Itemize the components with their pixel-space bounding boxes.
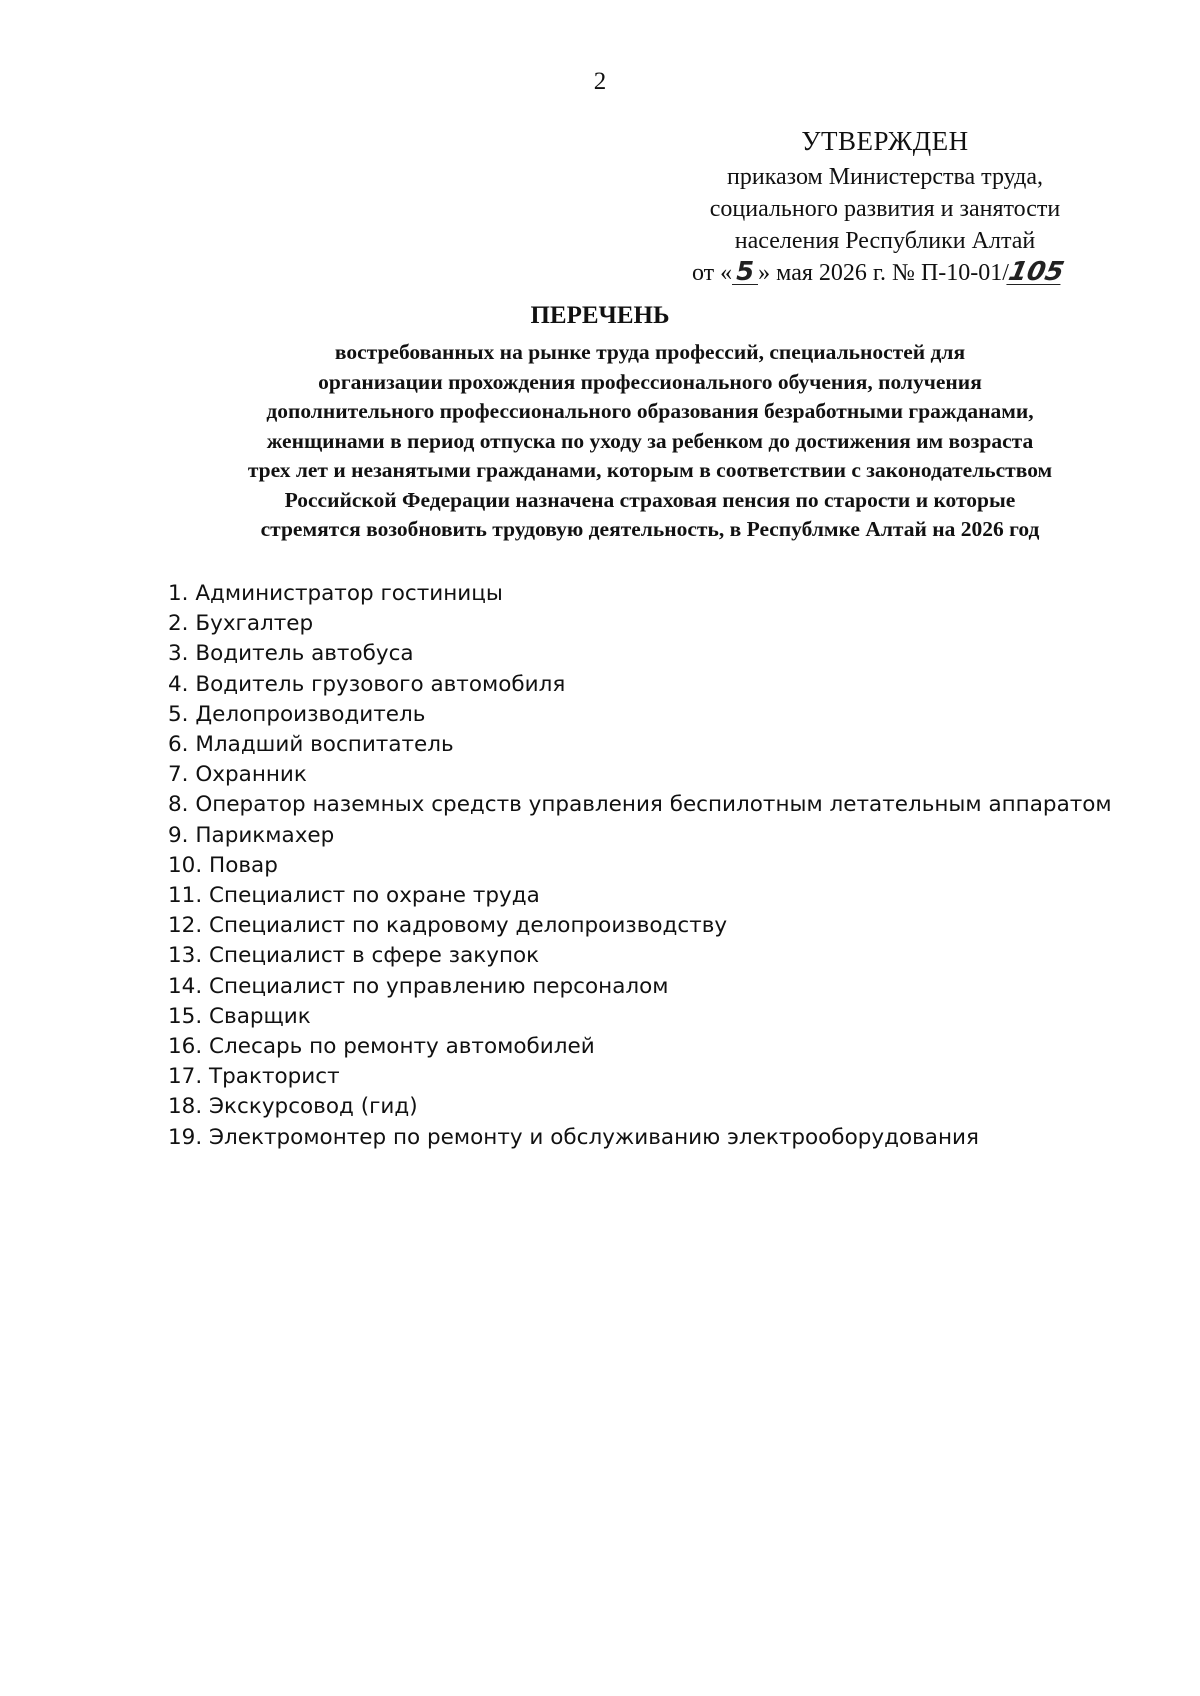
order-month-year: мая 2026 г.	[776, 260, 887, 286]
list-item: 10. Повар	[168, 852, 278, 878]
list-item: 18. Экскурсовод (гид)	[168, 1094, 418, 1120]
professions-list	[168, 579, 1112, 1153]
list-item: 16. Слесарь по ремонту автомобилей	[168, 1034, 595, 1060]
list-item: 1. Администратор гостиницы	[168, 581, 503, 606]
page-number: 2	[593, 68, 607, 95]
list-item: 14. Специалист по управлению персоналом	[168, 973, 669, 999]
subtitle-line: трех лет и незанятыми гражданами, которым в соответствии с законодательством	[247, 458, 1053, 482]
handwritten-day: 5	[732, 260, 758, 285]
list-item: 4. Водитель грузового автомобиля	[168, 671, 566, 697]
list-item: 7. Охранник	[168, 762, 307, 788]
document-title: ПЕРЕЧЕНЬ	[530, 302, 670, 329]
list-item: 13. Специалист в сфере закупок	[168, 943, 540, 969]
approval-title: УТВЕРЖДЕН	[801, 126, 969, 156]
list-item: 17. Тракторист	[168, 1064, 340, 1090]
list-item: 19. Электромонтер по ремонту и обслуживанию электрооборудования	[168, 1124, 979, 1150]
list-item: 2. Бухгалтер	[168, 611, 314, 637]
subtitle-line: Российской Федерации назначена страховая пенсия по старости и которые	[284, 487, 1016, 512]
subtitle-line: стремятся возобновить трудовую деятельность, в Республмке Алтай на 2026 год	[260, 517, 1040, 541]
approval-stamp-block	[650, 125, 1120, 289]
subtitle-line: женщинами в период отпуска по уходу за ребенком до достижения им возраста	[266, 428, 1034, 453]
number-sign: №	[892, 260, 915, 286]
approval-line-3: населения Республики Алтай	[734, 228, 1036, 254]
document-subtitle	[180, 338, 1120, 545]
order-prefix: от	[692, 260, 715, 286]
list-item: 5. Делопроизводитель	[168, 701, 426, 727]
open-quote: «	[720, 260, 733, 286]
handwritten-order-number: 105	[1005, 257, 1067, 287]
list-item: 12. Специалист по кадровому делопроизводству	[168, 913, 728, 939]
list-item: 6. Младший воспитатель	[168, 732, 454, 758]
approval-line-1: приказом Министерства труда,	[727, 164, 1043, 190]
subtitle-line: востребованных на рынке труда профессий, специальностей для	[334, 340, 966, 364]
list-item: 8. Оператор наземных средств управления беспилотным летательным аппаратом	[168, 792, 1112, 818]
subtitle-line: организации прохождения профессионального обучения, получения	[318, 369, 982, 394]
list-item: 11. Специалист по охране труда	[168, 883, 540, 909]
approval-line-2: социального развития и занятости	[709, 196, 1061, 222]
order-number-prefix: П-10-01/	[920, 260, 1009, 286]
order-date-number-line	[650, 257, 1120, 289]
list-item: 9. Парикмахер	[168, 822, 335, 848]
list-item: 3. Водитель автобуса	[168, 641, 414, 667]
close-quote: »	[758, 260, 771, 286]
subtitle-line: дополнительного профессионального образования безработными гражданами,	[266, 399, 1034, 423]
list-item: 15. Сварщик	[168, 1003, 311, 1029]
